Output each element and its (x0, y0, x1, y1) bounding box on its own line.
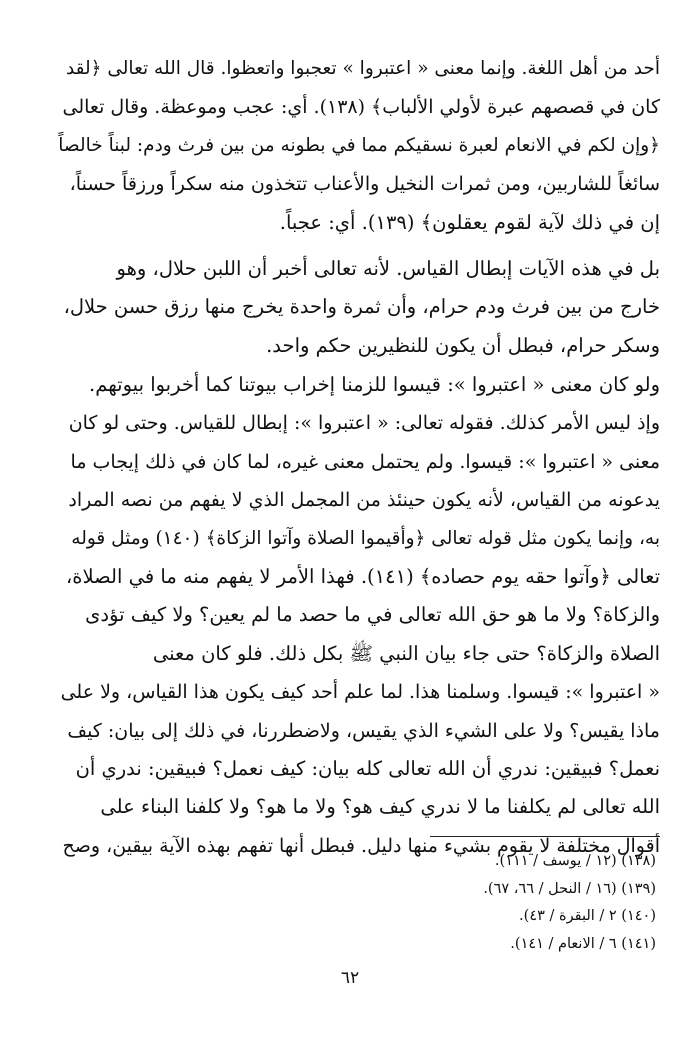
paragraph (58, 250, 660, 365)
footnote: (١٤٠) ٢ / البقرة / ٤٣). (519, 908, 656, 924)
page-number: ٦٢ (340, 968, 360, 988)
text-line: بل في هذه الآيات إبطال القياس. لأنه تعالى أخبر أن اللبن حلال، وهو (116, 257, 660, 280)
text-line: إن في ذلك لآية لقوم يعقلون﴾ (١٣٩). أي: عجباً. (279, 210, 660, 234)
text-line: والزكاة؟ ولا ما هو حق الله تعالى في ما حصد ما لم يعين؟ ولا كيف تؤدى (85, 603, 660, 627)
text-line: ولو كان معنى « اعتبروا »: قيسوا للزمنا إخراب بيوتنا كما أخربوا بيوتهم. (89, 373, 660, 396)
text-line: خارج من بين فرث ودم حرام، وأن ثمرة واحدة يخرج منها رزق حسن حلال، (63, 295, 660, 319)
text-line: معنى « اعتبروا »: قيسوا. ولم يحتمل معنى غيره، لما كان في ذلك إيجاب ما (70, 450, 660, 473)
paragraph (58, 366, 660, 865)
footnote: (١٣٨) (١٢ / يوسف / ١١١). (494, 853, 656, 869)
text-line: كان في قصصهم عبرة لأولي الألباب﴾ (١٣٨). أي: عجب وموعظة. وقال تعالى (62, 96, 660, 119)
footnotes (326, 848, 656, 958)
text-line: أحد من أهل اللغة. وإنما معنى « اعتبروا » تعجبوا واتعظوا. قال الله تعالى ﴿لقد (65, 58, 660, 79)
text-line: وسكر حرام، فبطل أن يكون للنظيرين حكم واحد. (266, 333, 660, 357)
text-line: الله تعالى لم يكلفنا ما لا ندري كيف هو؟ ولا ما هو؟ ولا كلفنا البناء على (100, 795, 660, 819)
footnote-divider (430, 836, 660, 837)
paragraph (58, 50, 660, 242)
text-line: الصلاة والزكاة؟ حتى جاء بيان النبي ﷺ بكل ذلك. فلو كان معنى (152, 641, 660, 665)
footnote: (١٤١) ٦ / الانعام / ١٤١). (510, 935, 656, 952)
text-line: تعالى ﴿وآتوا حقه يوم حصاده﴾ (١٤١). فهذا الأمر لا يفهم منه ما في الصلاة، (66, 565, 660, 589)
footnote: (١٣٩) (١٦ / النحل / ٦٦، ٦٧). (483, 880, 656, 897)
text-line: أقوال مختلفة لا يقوم بشيء منها دليل. فبطل أنها تفهم بهذه الآية بيقين، وصح (62, 834, 660, 857)
text-line: نعمل؟ فبيقين: ندري أن الله تعالى كله بيان: كيف نعمل؟ فبيقين: ندري أن (75, 757, 660, 781)
text-line: به، وإنما يكون مثل قوله تعالى ﴿وأقيموا الصلاة وآتوا الزكاة﴾ (١٤٠) ومثل قوله (71, 527, 660, 549)
text-line: وإذ ليس الأمر كذلك. فقوله تعالى: « اعتبروا »: إبطال للقياس. وحتى لو كان (68, 412, 660, 435)
text-line: سائغاً للشاربين، ومن ثمرات النخيل والأعناب تتخذون منه سكراً ورزقاً حسناً، (69, 173, 660, 196)
text-line: ﴿وإن لكم في الانعام لعبرة نسقيكم مما في بطونه من بين فرث ودم: لبناً خالصاً (58, 134, 660, 156)
text-line: يدعونه من القياس، لأنه يكون حينئذ من المجمل الذي لا يفهم من نصه المراد (68, 489, 660, 512)
text-line: « اعتبروا »: قيسوا. وسلمنا هذا. لما علم أحد كيف يكون هذا القياس، ولا على (60, 681, 660, 704)
text-line: ماذا يقيس؟ ولا على الشيء الذي يقيس، ولاضطررنا، في ذلك إلى بيان: كيف (67, 719, 660, 742)
